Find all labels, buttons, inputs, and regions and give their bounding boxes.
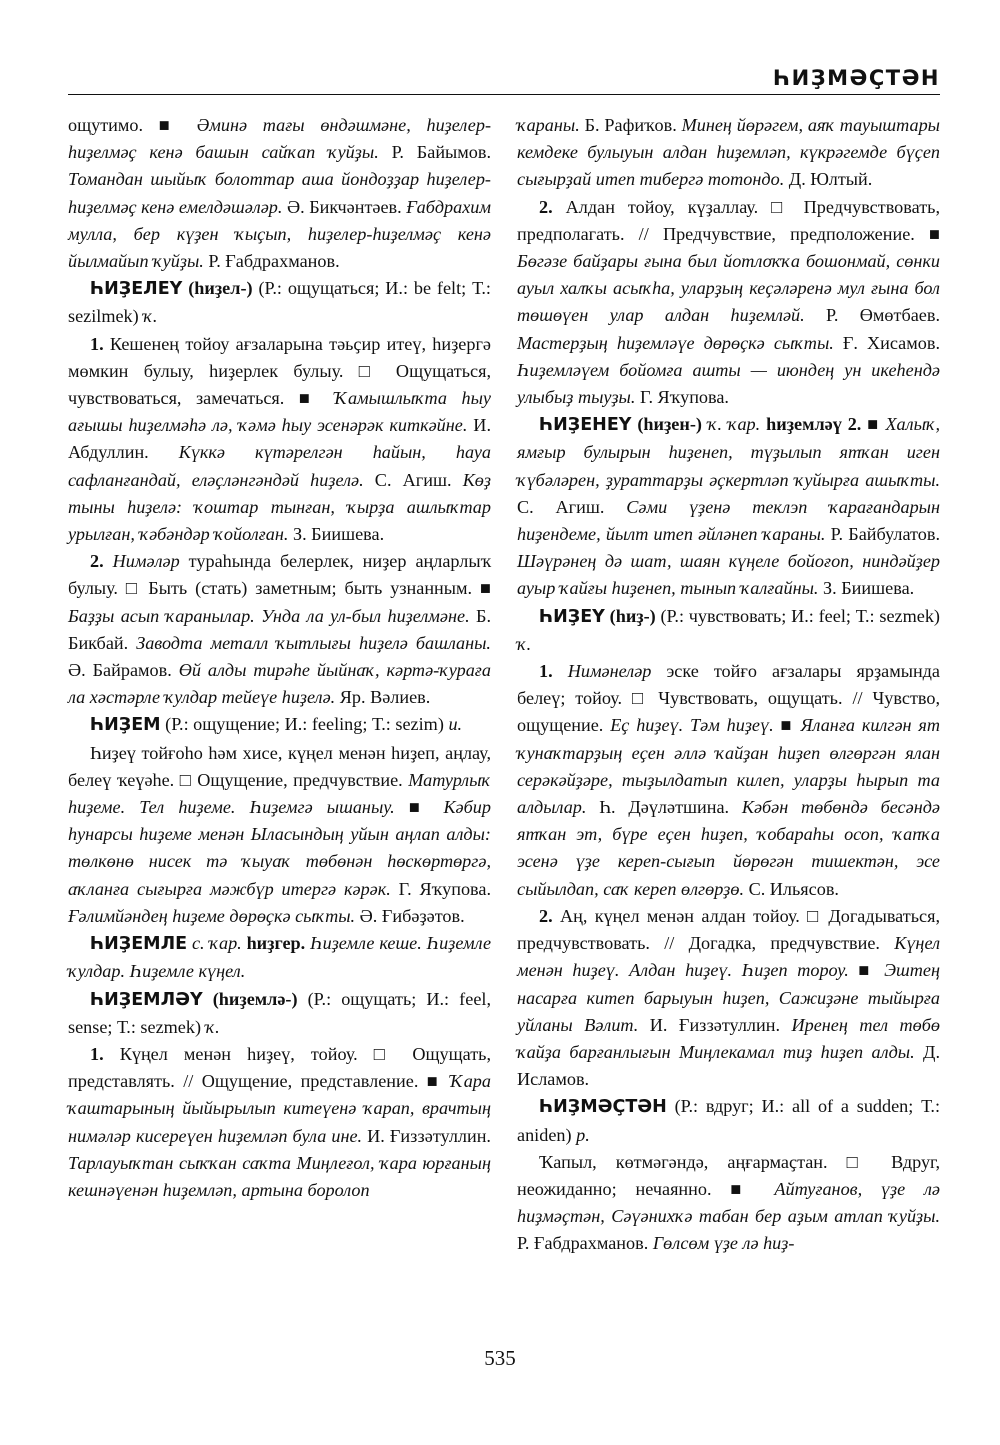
running-head: ҺИҘМӘҪТӘН bbox=[773, 66, 940, 90]
text-segment: З. Биишева. bbox=[818, 578, 915, 599]
text-segment: Мастерҙың һиҙемләүе дөрөҫкә сыҡты. bbox=[517, 332, 834, 353]
left-column bbox=[68, 112, 491, 1204]
text-segment: Р. Ғабдрахманов. bbox=[203, 251, 340, 272]
text-segment: Һиҙеү тойғоһо һәм хисе, күңел менән һиҙеп, аңлау, белеү ҡеүәһе. □ Ощущение, предчувствие. bbox=[68, 742, 491, 790]
text-segment: с. ҡар. bbox=[191, 933, 242, 954]
entry-sense bbox=[517, 658, 940, 903]
entry-sense bbox=[68, 331, 491, 549]
text-segment: ҡ. bbox=[205, 1016, 220, 1037]
text-segment: ■ bbox=[773, 715, 801, 736]
text-segment: ҡараны. bbox=[517, 115, 580, 135]
text-segment: Р. Байбулатов. bbox=[825, 524, 940, 545]
text-segment: Халыҡ, ямғыр булырын һиҙенеп, түҙылып ятҡан иген ҡүбәләрен, ҙураттарҙы әҫкертләп ҡуйырға ашыҡты. bbox=[517, 414, 941, 490]
dictionary-entry bbox=[68, 275, 491, 330]
entry-sense bbox=[68, 548, 491, 711]
text-segment: Ғ. Хисамов. bbox=[833, 332, 940, 353]
text-segment: 2. bbox=[539, 196, 553, 217]
page-header bbox=[68, 58, 940, 95]
text-segment: И. Ғиззәтуллин. bbox=[638, 1014, 792, 1035]
text-segment bbox=[553, 661, 568, 681]
text-segment: һиҙемләү 2. bbox=[766, 414, 862, 435]
text-segment: Д. Юлтый. bbox=[784, 169, 873, 190]
page-number: 535 bbox=[484, 1346, 516, 1370]
text-segment: (һиҙен-) bbox=[631, 414, 702, 435]
headword: ҺИҘЕМЛӘҮ bbox=[90, 989, 203, 1010]
text-segment: (Р.: вдруг; И.: all of a sudden; Т.: aniden) bbox=[517, 1096, 940, 1145]
text-segment: Бөгәзе байҙары ғына был йотлоҡҡа бошонмай, сөнки ауыл халҡы асыҡһа, уларҙың кеҫәләренә мул ғына бол төшөүен улар алдан һиҙемләй. bbox=[517, 251, 940, 326]
text-segment: Еҫ һиҙеү. Тәм һиҙеү. bbox=[610, 715, 774, 736]
text-segment: Тарлауыҡтан сыҡҡан саҡта Миңлеғол, ҡара юрғаның кешнәүенән һиҙемләп, артына боролоп bbox=[68, 1152, 491, 1200]
headword: ҺИҘЕЛЕҮ bbox=[90, 279, 183, 300]
text-segment: Б. Рафиҡов. bbox=[579, 115, 682, 135]
text-segment: Минең йөрәгем, аяҡ тауыштары кемдеке булыуын алдан һиҙемләп, күкрәгемде бүҫеп сығырҙай итеп тибергә тотондо. bbox=[517, 115, 940, 190]
text-segment: Кәбән төбөндә бесәндә ятҡан эт, бүре еҫен һиҙеп, ҡобараһы осоп, ҡапҡа эсенә үҙе кереп-сығып йөрөгән тишектән, эсе сыйылдап, саҡ кереп өлгөрҙө. bbox=[517, 797, 940, 899]
entry-sense bbox=[517, 1149, 940, 1258]
text-segment: ■ bbox=[394, 797, 444, 818]
text-segment: Ә. Бикчәнтәев. bbox=[282, 196, 407, 217]
dictionary-entry bbox=[517, 1093, 940, 1148]
text-segment: 1. bbox=[90, 333, 104, 354]
text-segment: Яланға килгән ят ҡунаҡтарҙың еҫен әллә ҡайҙан һиҙеп өлгөргән ялан серәкәйҙәре, тыҙылдатып килеп, уларҙы һырып та алдылар. bbox=[517, 715, 940, 818]
text-segment: Кешенең тойоу ағзаларына тәьҫир итеү, һиҙергә мөмкин булыу, һиҙерлек булыу. □ Ощущаться, чувствоваться, замечаться. ■ bbox=[68, 333, 491, 409]
text-segment: С. Агиш. bbox=[517, 496, 627, 517]
dictionary-entry bbox=[68, 711, 491, 739]
dictionary-entry bbox=[68, 986, 491, 1041]
text-segment: Д. Исламов. bbox=[517, 1041, 941, 1090]
text-segment: ҡ. bbox=[143, 306, 158, 327]
text-segment: Һиҙемле кеше. Һиҙемле ҡулдар. Һиҙемле күңел. bbox=[68, 933, 492, 982]
text-segment: Күңел менән һиҙеү. Алдан һиҙеү. Һиҙеп тороу. bbox=[517, 933, 940, 981]
entry-sense bbox=[517, 903, 940, 1093]
text-segment: Ҡара ҡаштарының йыйырылып китеүенә ҡарап, врачтың нимәләр кисереүен һиҙемләп була ине. bbox=[68, 1071, 491, 1146]
text-segment: Күккә күтәрелгән һайын, һауа сафланғандай, еләҫләнгәндәй һиҙелә. bbox=[68, 442, 491, 490]
text-segment: Алдан тойоу, күҙаллау. □ Предчувствовать, предполагать. // Предчувствие, предположение. ■ bbox=[517, 196, 940, 244]
text-segment: Гөлсөм үҙе лә һиҙ- bbox=[652, 1233, 795, 1254]
text-segment: Айтуғанов, үҙе лә һиҙмәҫтән, Сәүәнихҡә табан бер аҙым атлап ҡуйҙы. bbox=[517, 1178, 940, 1227]
text-segment: (һиҙел-) bbox=[182, 278, 253, 299]
text-segment: Р. Өмөтбаев. bbox=[804, 305, 940, 326]
text-segment: Нимәнеләр bbox=[567, 661, 652, 682]
text-segment: С. Ильясов. bbox=[744, 878, 839, 899]
entry-sense bbox=[68, 1041, 491, 1204]
text-segment: Г. Яҡупова. bbox=[635, 387, 729, 408]
text-segment: ощутимо. ■ bbox=[68, 115, 197, 135]
text-segment: Б. Бикбай. bbox=[68, 605, 491, 653]
text-segment bbox=[104, 551, 113, 571]
text-segment: эске тойғо ағзалары ярҙамында белеү; тойоу. □ Чувствовать, ощущать. // Чувство, ощущение. bbox=[517, 661, 941, 736]
text-segment: Эштең насарға китеп барыуын һиҙеп, Сажиҙәне тыйырға уйланы Вәлит. bbox=[517, 960, 940, 1035]
text-segment: Г. Яҡупова. bbox=[390, 878, 491, 899]
text-segment: Сәми үҙенә теклэп ҡарағандарын һиҙендеме, йылт итеп әйләнеп ҡараны. bbox=[517, 496, 941, 545]
text-segment: ҡ. bbox=[517, 633, 532, 654]
headword: ҺИҘЕҮ bbox=[539, 606, 605, 627]
text-segment: Һ. Дәүләтшина. bbox=[586, 797, 742, 818]
text-segment: ■ bbox=[861, 414, 886, 435]
text-segment: Матурлыҡ һиҙеме. Тел һиҙеме. Һиҙемгә ышаныу. bbox=[68, 769, 491, 818]
text-segment: Р. Ғабдрахманов. bbox=[517, 1233, 653, 1254]
continued-text bbox=[68, 112, 491, 275]
text-segment: Аң, күңел менән алдан тойоу. □ Догадываться, предчувствовать. // Догадка, предчувствие. bbox=[517, 905, 940, 954]
text-segment: Шәүрәнең дә шат, шаян күңеле бойоғоп, ниндәйҙер ауыр ҡайғы һиҙенеп, тынып ҡалғайны. bbox=[517, 551, 940, 599]
text-segment: Яр. Вәлиев. bbox=[335, 687, 431, 708]
text-segment: (Р.: чувствовать; И.: feel; Т.: sezmek) bbox=[655, 605, 940, 626]
text-segment: Әминә тағы өндәшмәне, һиҙелер-һиҙелмәҫ кенә башын сайҡап ҡуйҙы. bbox=[68, 115, 491, 163]
text-segment: Заводта металл ҡытлығы һиҙелә башланы. bbox=[136, 632, 491, 653]
text-segment: Ҡапыл, көтмәгәндә, аңғармаҫтан. □ Вдруг, неожиданно; нечаянно. ■ bbox=[517, 1151, 940, 1199]
text-segment: Кәбир һунарсы һиҙеме менән Ыласындың уйын аңлап алды: төлкөнө нисек тә ҡыуаҡ төбөнән һөскөртөргә, аҡланға сығырға мәжбүр итергә кәрәк. bbox=[68, 797, 491, 899]
text-segment: Көҙ тыны һиҙелә: ҡоштар тынған, ҡырҙа ашлыҡтар урылған, ҡәбәндәр ҡойолған. bbox=[68, 469, 491, 545]
text-segment: И. Ғиззәтуллин. bbox=[362, 1125, 491, 1146]
text-segment: 2. bbox=[539, 905, 553, 926]
text-segment: Р. Байымов. bbox=[378, 142, 492, 163]
text-segment: Ғабдрахим мулла, бер күҙен ҡыҫып, һиҙелер-һиҙелмәҫ кенә йылмайып ҡуйҙы. bbox=[68, 196, 491, 272]
text-segment: Һиҙемләүем бойомға ашты — июндең ун икеһендә улыбыҙ тыуҙы. bbox=[517, 359, 940, 408]
dictionary-entry bbox=[517, 603, 940, 658]
text-segment: һиҙгер. bbox=[246, 933, 306, 954]
text-segment: (һиҙемлә-) bbox=[202, 988, 298, 1009]
text-segment: Күңел менән һиҙеү, тойоу. □ Ощущать, представлять. // Ощущение, представление. ■ bbox=[68, 1043, 491, 1092]
text-segment: р. bbox=[576, 1124, 590, 1145]
text-segment: З. Биишева. bbox=[288, 524, 385, 545]
text-segment: Томандан шыйыҡ болоттар аша йондоҙҙар һиҙелер-һиҙелмәҫ кенә емелдәшәләр. bbox=[68, 169, 491, 217]
headword: ҺИҘЕМЛЕ bbox=[90, 934, 188, 955]
dictionary-entry bbox=[68, 930, 491, 985]
text-segment: Өй алды тирәһе йыйнаҡ, кәртә-ҡураға ла хәстәрле ҡулдар тейеүе һиҙелә. bbox=[68, 660, 491, 708]
text-segment: тураһында белерлек, ниҙер аңларлыҡ булыу. □ Быть (стать) заметным; быть узнанным. ■ bbox=[68, 551, 492, 599]
text-segment: 2. bbox=[90, 551, 104, 572]
continued-text bbox=[517, 112, 940, 194]
text-segment: 1. bbox=[539, 661, 553, 682]
text-segment: Баҙҙы асып ҡаранылар. Унда ла ул-был һиҙелмәне. bbox=[68, 605, 470, 626]
text-segment: Ҡамышлыҡта һыу ағышы һиҙелмәһә лә, ҡәмә һыу эсенәрәк киткәйне. bbox=[68, 388, 491, 436]
text-segment: Иренең тел төбө ҡайҙа барғанлығын Миңлекамал тиҙ һиҙеп алды. bbox=[517, 1014, 940, 1062]
text-segment: С. Агиш. bbox=[363, 469, 463, 490]
text-segment: ҡ. ҡар. bbox=[707, 414, 761, 435]
headword: ҺИҘЕНЕҮ bbox=[539, 415, 632, 436]
headword: ҺИҘЕМ bbox=[90, 715, 161, 736]
dictionary-entry bbox=[517, 411, 940, 602]
headword: ҺИҘМӘҪТӘН bbox=[539, 1097, 667, 1118]
text-segment: 1. bbox=[90, 1043, 104, 1064]
text-segment: И. Абдуллин. bbox=[68, 415, 491, 463]
entry-sense bbox=[517, 194, 940, 412]
text-segment: Нимәләр bbox=[112, 551, 180, 572]
text-segment: (Р.: ощущаться; И.: be felt; Т.: sezilmek) bbox=[68, 278, 491, 327]
entry-sense bbox=[68, 740, 491, 930]
text-segment: и. bbox=[448, 714, 463, 735]
text-segment: Ғәлимйәндең һиҙеме дөрөҫкә сыҡты. bbox=[68, 905, 356, 926]
text-segment: (Р.: ощущать; И.: feel, sense; Т.: sezmek) bbox=[68, 988, 491, 1037]
text-segment: ■ bbox=[848, 960, 885, 981]
text-segment: (һиҙ-) bbox=[604, 605, 656, 626]
text-segment: Ә. Байрамов. bbox=[68, 660, 179, 681]
text-segment: (Р.: ощущение; И.: feeling; Т.: sezim) bbox=[160, 714, 449, 735]
right-column bbox=[517, 112, 940, 1258]
text-segment: Ә. Ғибәҙәтов. bbox=[355, 905, 465, 926]
